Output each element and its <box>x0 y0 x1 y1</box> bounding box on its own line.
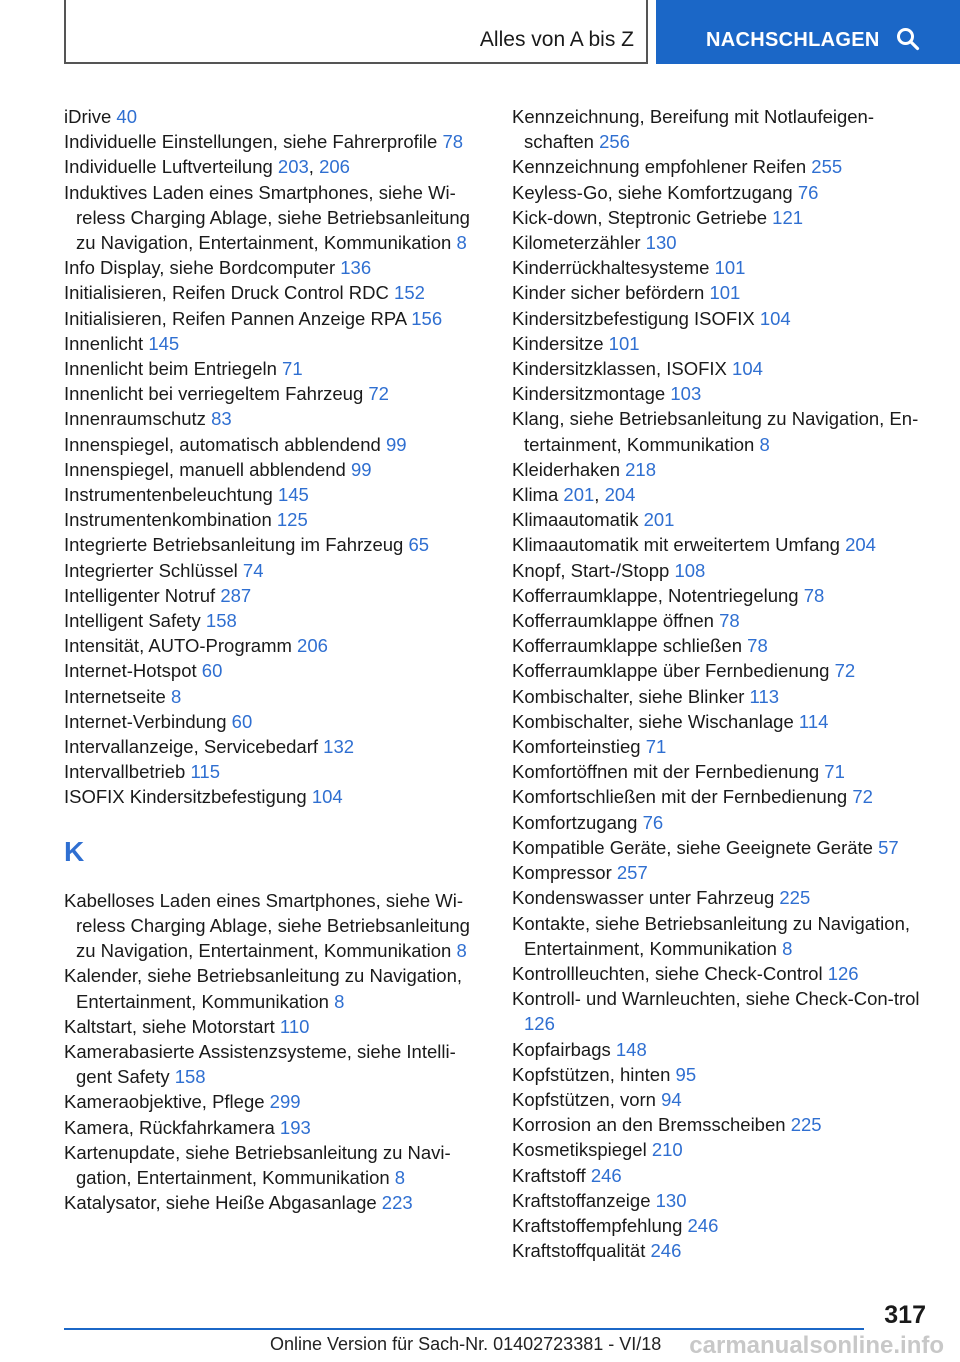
index-entry-term: Klang, siehe Betriebsanleitung zu Navigation, En‐tertainment, Kommunikation <box>512 408 919 455</box>
page-reference-link[interactable]: 201 <box>643 509 675 531</box>
page-reference-link[interactable]: 74 <box>242 559 264 581</box>
index-entry <box>512 709 932 734</box>
index-entry-term: Kombischalter, siehe Blinker <box>512 685 750 707</box>
index-entry <box>512 205 932 230</box>
index-entry-term: Kofferraumklappe über Fernbedienung <box>512 660 835 682</box>
index-entry <box>512 1137 932 1162</box>
index-entry <box>512 306 932 331</box>
index-entry <box>64 1190 484 1215</box>
index-entry-term: Kraftstoffanzeige <box>512 1189 656 1211</box>
index-entry-term: Kontakte, siehe Betriebsanleitung zu Navigation, Entertainment, Kommunikation <box>512 912 911 959</box>
index-entry <box>512 381 932 406</box>
index-entry <box>512 684 932 709</box>
index-entry <box>64 963 484 1013</box>
page-reference-link[interactable]: 130 <box>645 232 677 254</box>
index-entry-term: Kaltstart, siehe Motorstart <box>64 1015 280 1037</box>
index-entry-term: Internet-Verbindung <box>64 710 232 732</box>
index-entry-term: Kartenupdate, siehe Betriebsanleitung zu Navi‐gation, Entertainment, Kommunikation <box>64 1141 451 1188</box>
page-reference-link[interactable]: 40 <box>116 106 137 127</box>
index-entry-term: Keyless-Go, siehe Komfortzugang <box>512 181 798 203</box>
page-reference-link[interactable]: 104 <box>732 358 763 380</box>
index-entry-term: Innenlicht bei verriegeltem Fahrzeug <box>64 383 369 405</box>
index-entry-term: ISOFIX Kindersitzbefestigung <box>64 786 312 808</box>
footer-divider <box>64 1328 864 1330</box>
index-column-right <box>512 104 932 1263</box>
index-entry-term: Innenlicht beim Entriegeln <box>64 358 283 380</box>
index-entry <box>512 885 932 910</box>
index-entry <box>64 684 484 709</box>
index-entry-term: Kofferraumklappe schließen <box>512 635 748 657</box>
index-entry-term: Individuelle Luftverteilung <box>64 156 278 178</box>
index-entry-term: Kindersitze <box>512 332 609 354</box>
page-reference-link[interactable]: 57 <box>878 836 899 858</box>
page-reference-link[interactable]: 152 <box>394 282 425 304</box>
index-entry-term: Kilometerzähler <box>512 232 646 254</box>
page-reference-link[interactable]: 201 <box>563 484 595 506</box>
nachschlagen-tab[interactable] <box>656 0 960 64</box>
index-entry <box>512 558 932 583</box>
index-entry <box>512 180 932 205</box>
page-reference-link[interactable]: 8 <box>170 685 182 707</box>
index-entry-term: Korrosion an den Bremsscheiben <box>512 1114 791 1136</box>
index-entry-term: Kombischalter, siehe Wischanlage <box>512 710 799 732</box>
page-reference-link[interactable]: 104 <box>759 307 791 329</box>
page-reference-link[interactable]: 83 <box>211 408 232 430</box>
page-reference-link[interactable]: 225 <box>790 1114 822 1136</box>
index-entry <box>64 180 484 256</box>
index-entry <box>512 1213 932 1238</box>
index-entry-term: Kinder sicher befördern <box>512 282 710 304</box>
index-entry-term: Kompatible Geräte, siehe Geeignete Geräte <box>512 836 879 858</box>
index-entry <box>64 709 484 734</box>
index-entry <box>64 633 484 658</box>
page-reference-link[interactable]: 60 <box>231 710 253 732</box>
page-reference-link[interactable]: 99 <box>385 433 407 455</box>
index-entry <box>512 507 932 532</box>
index-entry-term: Knopf, Start-/Stopp <box>512 559 675 581</box>
page-reference-link[interactable]: 148 <box>615 1038 647 1060</box>
index-entry <box>512 532 932 557</box>
page-reference-link[interactable]: 99 <box>350 458 372 480</box>
page-reference-link[interactable]: 8 <box>759 433 770 455</box>
page-reference-link[interactable]: 94 <box>661 1088 682 1110</box>
page-reference-link[interactable]: 204 <box>604 484 636 506</box>
index-entry-term: Internetseite <box>64 685 171 707</box>
index-entry-term: Kondenswasser unter Fahrzeug <box>512 887 780 909</box>
page-reference-link[interactable]: 126 <box>827 962 859 984</box>
index-entry <box>512 280 932 305</box>
index-entry-term: Kraftstoff <box>512 1164 591 1186</box>
index-entry <box>512 1188 932 1213</box>
section-header-tab <box>64 0 648 64</box>
index-entry-term: Kopfairbags <box>512 1038 616 1060</box>
index-entry-term: Initialisieren, Reifen Druck Control RDC <box>64 282 395 304</box>
page-reference-link[interactable]: 193 <box>279 1116 311 1138</box>
index-entry <box>512 633 932 658</box>
index-entry <box>64 331 484 356</box>
index-entry <box>512 1112 932 1137</box>
page-reference-link[interactable]: 126 <box>524 1013 555 1035</box>
nachschlagen-tab-label: NACHSCHLAGEN <box>706 29 880 51</box>
index-entry <box>512 810 932 835</box>
index-entry <box>64 1089 484 1114</box>
index-entry-term: Kraftstoffqualität <box>512 1240 651 1262</box>
page-reference-link[interactable]: 76 <box>797 181 819 203</box>
page-reference-link[interactable]: 71 <box>645 736 667 758</box>
index-entry <box>512 835 932 860</box>
index-entry-term: Kennzeichnung empfohlener Reifen <box>512 156 812 178</box>
page-reference-link[interactable]: 103 <box>670 383 702 405</box>
index-entry <box>512 1238 932 1263</box>
index-entry-term: Kofferraumklappe öffnen <box>512 610 720 632</box>
index-entry <box>512 406 932 456</box>
page-reference-link[interactable]: 130 <box>655 1189 687 1211</box>
index-entry <box>512 154 932 179</box>
index-entry <box>64 406 484 431</box>
page-reference-link[interactable]: 225 <box>779 887 811 909</box>
page-reference-link[interactable]: 108 <box>674 559 706 581</box>
index-entry <box>64 1039 484 1089</box>
page-reference-link[interactable]: 8 <box>456 232 467 254</box>
watermark: carmanualsonline.info <box>689 1332 944 1359</box>
page-reference-link[interactable]: 210 <box>651 1139 683 1161</box>
index-entry-term: Kinderrückhaltesysteme <box>512 257 715 279</box>
index-letter-heading: K <box>64 835 85 867</box>
index-entry <box>512 104 932 154</box>
page-reference-link[interactable]: 104 <box>311 786 343 808</box>
index-entry <box>64 280 484 305</box>
page-reference-link[interactable]: 114 <box>798 710 829 732</box>
index-entry: Klima 201, 204 <box>512 484 636 506</box>
index-entry-term: Instrumentenbeleuchtung <box>64 484 278 506</box>
index-entry-term: Kindersitzbefestigung ISOFIX <box>512 307 760 329</box>
page-reference-link[interactable]: 95 <box>675 1063 697 1085</box>
index-entry <box>512 961 932 986</box>
index-entry-term: Instrumentenkombination <box>64 509 277 531</box>
index-entry-term: Kopfstützen, vorn <box>512 1088 662 1110</box>
page-number: 317 <box>884 1301 926 1329</box>
index-entry <box>512 658 932 683</box>
index-column-left <box>64 104 484 1215</box>
page-reference-link[interactable]: 204 <box>845 534 876 556</box>
index-entry-term: Kontroll- und Warnleuchten, siehe Check-Con‐trol <box>512 988 920 1010</box>
page-reference-link[interactable]: 246 <box>687 1214 719 1236</box>
index-entry-term: Komfortzugang <box>512 811 643 833</box>
index-entry <box>64 658 484 683</box>
page-reference-link[interactable]: 158 <box>174 1066 206 1088</box>
page-reference-link[interactable]: 203 <box>277 156 309 178</box>
page-reference-link[interactable]: 113 <box>749 685 780 707</box>
page-reference-link[interactable]: 145 <box>148 332 180 354</box>
index-entry <box>64 532 484 557</box>
index-entry <box>64 356 484 381</box>
index-entry-term: Komforteinstieg <box>512 736 646 758</box>
index-entry-term: Kabelloses Laden eines Smartphones, siehe Wi‐reless Charging Ablage, siehe Betriebsanleitung zu Navigation, Entertainment, Kommunikation <box>64 889 470 962</box>
page-reference-link[interactable]: 8 <box>394 1166 406 1188</box>
index-entry-term: Integrierte Betriebsanleitung im Fahrzeug <box>64 534 409 556</box>
page-reference-link[interactable]: 121 <box>772 206 804 228</box>
index-entry <box>64 608 484 633</box>
page-reference-link[interactable]: 71 <box>824 761 845 783</box>
page-reference-link[interactable]: 110 <box>279 1015 310 1037</box>
page-reference-link[interactable]: 8 <box>782 937 793 959</box>
index-entry-term: Kalender, siehe Betriebsanleitung zu Navigation, Entertainment, Kommunikation <box>64 965 463 1012</box>
index-entry <box>512 860 932 885</box>
index-entry <box>64 482 484 507</box>
page-reference-link[interactable]: 206 <box>297 635 328 657</box>
index-entry <box>64 1140 484 1190</box>
index-entry <box>512 986 932 1036</box>
index-entry <box>512 255 932 280</box>
page-reference-link[interactable]: 246 <box>590 1164 622 1186</box>
index-entry-term: Intervallbetrieb <box>64 761 191 783</box>
index-entry <box>64 784 484 809</box>
page-reference-link[interactable]: 78 <box>803 584 825 606</box>
index-entry-term: Internet-Hotspot <box>64 660 202 682</box>
index-entry <box>64 381 484 406</box>
page-reference-link[interactable]: 72 <box>834 660 856 682</box>
page-reference-link[interactable]: 60 <box>201 660 223 682</box>
index-entry-term: Intelligent Safety <box>64 610 206 632</box>
page-reference-link[interactable]: 206 <box>319 156 350 178</box>
index-entry <box>64 558 484 583</box>
index-entry <box>64 507 484 532</box>
index-entry <box>64 734 484 759</box>
page-reference-link[interactable]: 257 <box>616 862 648 884</box>
page-reference-link[interactable]: 223 <box>381 1192 413 1214</box>
index-entry-term: Klimaautomatik <box>512 509 644 531</box>
page-reference-link[interactable]: 101 <box>714 257 746 279</box>
page-reference-link[interactable]: 76 <box>642 811 664 833</box>
index-entry <box>64 1014 484 1039</box>
index-entry-term: Klimaautomatik mit erweitertem Umfang <box>512 534 846 556</box>
page-reference-link[interactable]: 158 <box>205 610 237 632</box>
page-reference-link[interactable]: 125 <box>276 509 308 531</box>
index-entry <box>512 608 932 633</box>
index-entry <box>64 255 484 280</box>
index-entry <box>64 104 484 129</box>
index-entry-term: Induktives Laden eines Smartphones, siehe Wi‐reless Charging Ablage, siehe Betriebsanleitung zu Navigation, Entertainment, Kommunikation <box>64 181 470 254</box>
index-entry <box>512 331 932 356</box>
index-entry-term: Kosmetikspiegel <box>512 1139 652 1161</box>
page-reference-link[interactable]: 72 <box>368 383 389 405</box>
page-reference-link[interactable]: 71 <box>282 358 303 380</box>
index-entry: Individuelle Luftverteilung 203, 206 <box>64 156 350 178</box>
index-entry <box>512 230 932 255</box>
index-entry-term: Klima <box>512 484 564 506</box>
online-version-note: Online Version für Sach-Nr. 01402723381 - VI/18 <box>270 1334 662 1354</box>
page-reference-link[interactable]: 8 <box>456 940 467 962</box>
index-entry <box>64 583 484 608</box>
index-entry <box>512 1062 932 1087</box>
page-reference-link[interactable]: 255 <box>811 156 843 178</box>
page-reference-link[interactable]: 136 <box>340 257 372 279</box>
index-entry-term: Kennzeichnung, Bereifung mit Notlaufeigen‐schaften <box>512 106 875 153</box>
section-title: Alles von A bis Z <box>479 28 634 51</box>
page-reference-link[interactable]: 101 <box>608 332 640 354</box>
index-entry-term: Kofferraumklappe, Notentriegelung <box>512 584 804 606</box>
index-entry-term: Kindersitzklassen, ISOFIX <box>512 358 733 380</box>
index-entry-term: Info Display, siehe Bordcomputer <box>64 257 341 279</box>
page-reference-link[interactable]: 299 <box>269 1091 301 1113</box>
page-reference-link[interactable]: 132 <box>323 736 355 758</box>
page-reference-link[interactable]: 218 <box>625 458 657 480</box>
index-entry <box>64 457 484 482</box>
index-entry-term: Kompressor <box>512 862 617 884</box>
index-entry-term: Innenspiegel, manuell abblendend <box>64 458 351 480</box>
index-entry-term: Innenlicht <box>64 332 149 354</box>
index-entry <box>512 734 932 759</box>
page-reference-link[interactable]: 8 <box>334 990 345 1012</box>
index-entry <box>512 1087 932 1112</box>
page-reference-link[interactable]: 156 <box>411 307 443 329</box>
index-entry-term: Kontrollleuchten, siehe Check-Control <box>512 962 828 984</box>
index-entry-term: Kameraobjektive, Pflege <box>64 1091 270 1113</box>
index-entry <box>512 1163 932 1188</box>
index-entry <box>64 888 484 964</box>
index-entry <box>512 759 932 784</box>
page-reference-link[interactable]: 115 <box>190 761 220 783</box>
index-entry-term: Kamera, Rückfahrkamera <box>64 1116 280 1138</box>
search-icon <box>896 27 920 51</box>
page-reference-link[interactable]: 246 <box>650 1240 682 1262</box>
page-reference-link[interactable]: 78 <box>442 131 464 153</box>
page-reference-link[interactable]: 256 <box>599 131 630 153</box>
page-reference-link[interactable]: 65 <box>408 534 430 556</box>
index-entry <box>512 356 932 381</box>
page-reference-link[interactable]: 101 <box>709 282 741 304</box>
index-entry-term: Katalysator, siehe Heiße Abgasanlage <box>64 1192 382 1214</box>
index-entry <box>64 129 484 154</box>
index-entry <box>64 432 484 457</box>
index-entry <box>512 1037 932 1062</box>
index-entry-term: Individuelle Einstellungen, siehe Fahrerprofile <box>64 131 443 153</box>
index-entry-term: Intelligenter Notruf <box>64 584 221 606</box>
page-reference-link[interactable]: 78 <box>747 635 768 657</box>
index-entry-term: Innenraumschutz <box>64 408 212 430</box>
page-reference-link[interactable]: 287 <box>220 584 252 606</box>
index-entry-term: Kindersitzmontage <box>512 383 671 405</box>
index-entry <box>512 457 932 482</box>
index-entry <box>512 784 932 809</box>
index-entry <box>512 911 932 961</box>
index-entry <box>64 759 484 784</box>
index-entry-term: Kleiderhaken <box>512 458 626 480</box>
index-entry-term: Komfortschließen mit der Fernbedienung <box>512 786 853 808</box>
page-reference-link[interactable]: 78 <box>719 610 740 632</box>
index-entry <box>64 306 484 331</box>
index-entry <box>64 1115 484 1140</box>
index-entry-term: Intensität, AUTO-Programm <box>64 635 298 657</box>
index-entry-term: Kopfstützen, hinten <box>512 1063 676 1085</box>
index-entry-term: Kick-down, Steptronic Getriebe <box>512 206 773 228</box>
index-entry-term: Kraftstoffempfehlung <box>512 1214 688 1236</box>
page-reference-link[interactable]: 145 <box>277 484 309 506</box>
index-entry-term: Kamerabasierte Assistenzsysteme, siehe Intelli‐gent Safety <box>64 1040 456 1088</box>
index-entry <box>512 583 932 608</box>
index-entry-term: Komfortöffnen mit der Fernbedienung <box>512 761 825 783</box>
index-entry-term: Initialisieren, Reifen Pannen Anzeige RPA <box>64 307 412 329</box>
index-entry-term: Innenspiegel, automatisch abblendend <box>64 433 386 455</box>
index-entry-term: iDrive <box>64 106 117 127</box>
index-entry-term: Intervallanzeige, Servicebedarf <box>64 736 324 758</box>
page-reference-link[interactable]: 72 <box>852 786 873 808</box>
index-entry-term: Integrierter Schlüssel <box>64 559 243 581</box>
